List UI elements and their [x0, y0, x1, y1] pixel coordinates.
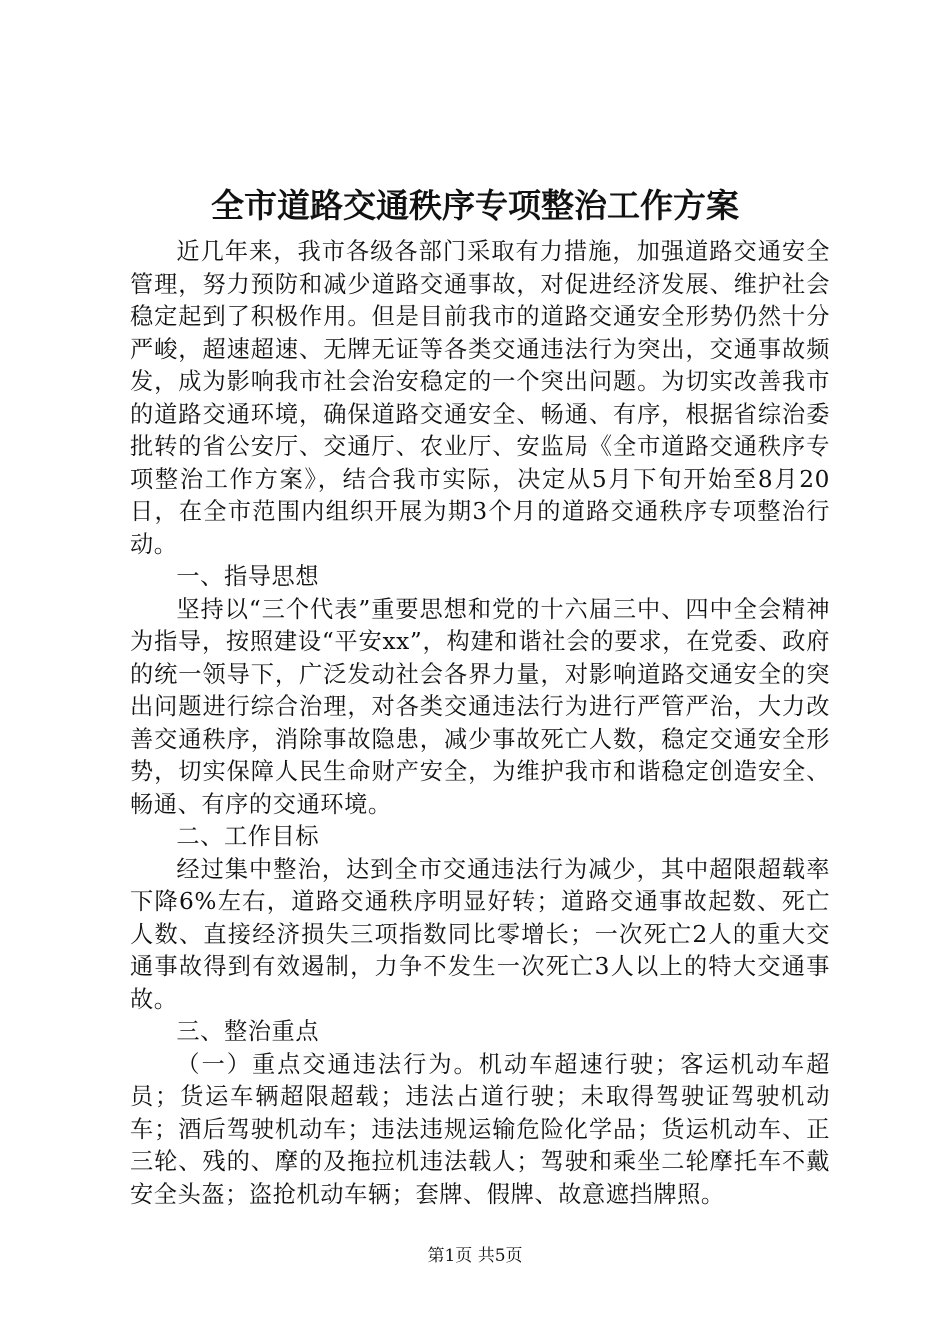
document-title: 全市道路交通秩序专项整治工作方案	[211, 186, 739, 225]
paragraph-key-violations: （一）重点交通违法行为。机动车超速行驶；客运机动车超员；货运车辆超限超载；违法占道行驶；未取得驾驶证驾驶机动车；酒后驾驶机动车；违法违规运输危险化学品；货运机动车、正三轮、残的、摩的及拖拉机违法载人；驾驶和乘坐二轮摩托车不戴安全头盔；盗抢机动车辆；套牌、假牌、故意遮挡牌照。	[130, 1050, 830, 1208]
paragraph-work-goals: 经过集中整治，达到全市交通违法行为减少，其中超限超载率下降6%左右，道路交通秩序明显好转；道路交通事故起数、死亡人数、直接经济损失三项指数同比零增长；一次死亡2人的重大交通事故得到有效遏制，力争不发生一次死亡3人以上的特大交通事故。	[130, 855, 830, 1013]
section-heading-guiding-thought: 一、指导思想	[176, 563, 320, 590]
section-heading-work-goals: 二、工作目标	[176, 823, 320, 850]
section-heading-key-points: 三、整治重点	[176, 1018, 320, 1045]
paragraph-intro: 近几年来，我市各级各部门采取有力措施，加强道路交通安全管理，努力预防和减少道路交通事故，对促进经济发展、维护社会稳定起到了积极作用。但是目前我市的道路交通安全形势仍然十分严峻，超速超速、无牌无证等各类交通违法行为突出，交通事故频发，成为影响我市社会治安稳定的一个突出问题。为切实改善我市的道路交通环境，确保道路交通安全、畅通、有序，根据省综治委批转的省公安厅、交通厅、农业厅、安监局《全市道路交通秩序专项整治工作方案》，结合我市实际，决定从5月下旬开始至8月20日，在全市范围内组织开展为期3个月的道路交通秩序专项整治行动。	[130, 238, 830, 558]
page-footer: 第1页 共5页	[427, 1246, 523, 1266]
paragraph-guiding-thought: 坚持以“三个代表”重要思想和党的十六届三中、四中全会精神为指导，按照建设“平安xx”，构建和谐社会的要求，在党委、政府的统一领导下，广泛发动社会各界力量，对影响道路交通安全的突出问题进行综合治理，对各类交通违法行为进行严管严治，大力改善交通秩序，消除事故隐患，减少事故死亡人数，稳定交通安全形势，切实保障人民生命财产安全，为维护我市和谐稳定创造安全、畅通、有序的交通环境。	[130, 595, 830, 818]
document-body	[130, 236, 830, 1211]
